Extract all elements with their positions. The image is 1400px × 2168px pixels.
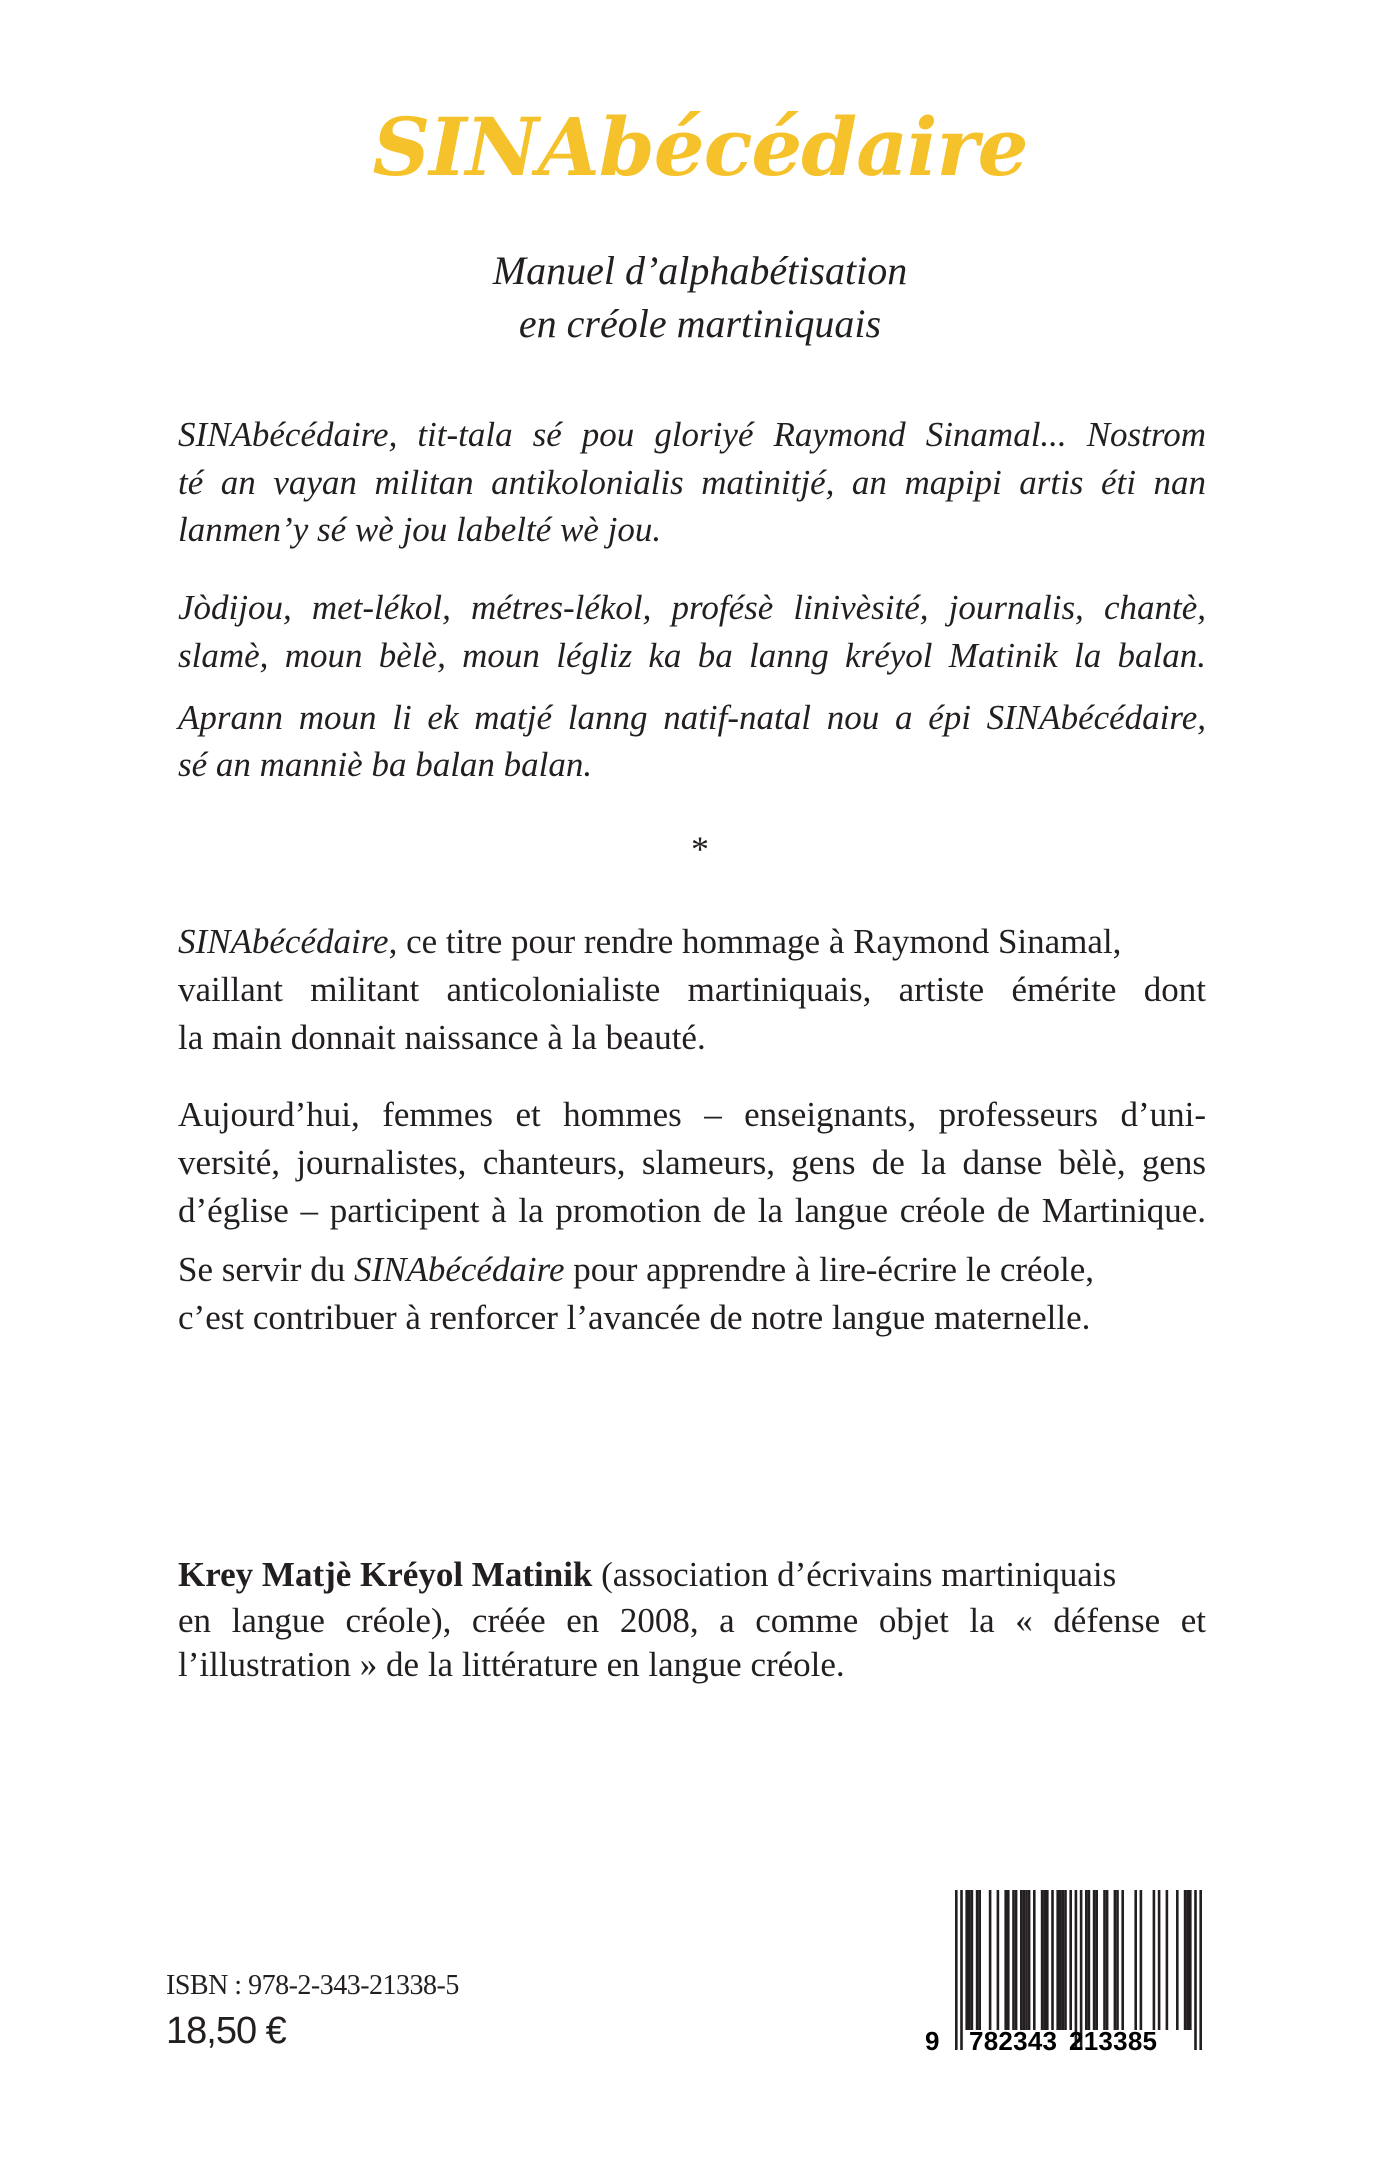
barcode-bar xyxy=(1046,1890,1049,2030)
barcode-bar xyxy=(989,1890,992,2030)
text-span: pour apprendre à lire-écrire le créole, xyxy=(564,1250,1095,1289)
barcode-digits-left: 782343 xyxy=(969,2026,1057,2055)
barcode-bar xyxy=(1062,1890,1065,2030)
barcode-bar xyxy=(955,1890,958,2050)
barcode-bar xyxy=(1051,1890,1054,2030)
text-line: en langue créole), créée en 2008, a comme objet la « défense et xyxy=(178,1601,1206,1640)
subtitle-line-2: en créole martiniquais xyxy=(518,301,882,346)
barcode-bar xyxy=(1020,1890,1023,2030)
barcode-bar xyxy=(1106,1890,1109,2030)
text-line: sé an manniè ba balan balan. xyxy=(178,745,593,784)
barcode-bar xyxy=(1023,1890,1026,2030)
text-line: lanmen’y sé wè jou labelté wè jou. xyxy=(178,510,662,549)
barcode-bar xyxy=(965,1890,968,2030)
barcode-bar xyxy=(1134,1890,1137,2030)
barcode-bar xyxy=(1012,1890,1015,2030)
barcode-bar xyxy=(1033,1890,1036,2030)
barcode-bar xyxy=(1004,1890,1007,2030)
barcode-bar xyxy=(960,1890,963,2050)
book-title-inline: SINAbécédaire xyxy=(353,1250,565,1289)
text-span: Se servir du xyxy=(178,1250,354,1289)
isbn: ISBN : 978-2-343-21338-5 xyxy=(166,1970,459,2001)
barcode-bar xyxy=(1186,1890,1189,2030)
separator-asterisk: * xyxy=(691,829,709,869)
text-line: Aprann moun li ek matjé lanng natif-natal nou a épi SINAbécédaire, xyxy=(178,698,1206,737)
text-line: SINAbécédaire, tit-tala sé pou gloriyé Raymond Sinamal... Nostrom xyxy=(178,415,1206,454)
text-line: versité, journalistes, chanteurs, slameurs, gens de la danse bèlè, gens xyxy=(178,1143,1206,1182)
barcode-bar xyxy=(1007,1890,1010,2030)
text-line xyxy=(178,1246,1206,1294)
association-name: Krey Matjè Kréyol Matinik xyxy=(178,1555,593,1594)
barcode-bar xyxy=(1140,1890,1143,2030)
book-title-inline: SINAbécédaire xyxy=(178,922,389,961)
barcode-bar xyxy=(1114,1890,1117,2030)
barcode-bar xyxy=(1095,1890,1098,2030)
text-span: (association d’écrivains martiniquais xyxy=(592,1555,1117,1594)
barcode-bar xyxy=(1064,1890,1067,2030)
text-line: d’église – participent à la promotion de la langue créole de Martinique. xyxy=(178,1191,1206,1230)
barcode-bar xyxy=(1153,1890,1156,2030)
subtitle-line-1: Manuel d’alphabétisation xyxy=(492,248,908,293)
barcode-digits-right: 213385 xyxy=(1069,2026,1157,2055)
barcode-digit-first: 9 xyxy=(925,2026,940,2055)
barcode-bar xyxy=(1194,1890,1197,2050)
barcode-bar xyxy=(1028,1890,1031,2030)
barcode-bar xyxy=(1093,1890,1096,2030)
barcode-bar xyxy=(1085,1890,1088,2030)
text-line: Jòdijou, met-lékol, métres-lékol, profésè linivèsité, journalis, chantè, xyxy=(178,588,1206,627)
barcode-bar xyxy=(1069,1890,1072,2030)
text-line: slamè, moun bèlè, moun légliz ka ba lanng kréyol Matinik la balan. xyxy=(178,636,1206,675)
barcode-bar xyxy=(1158,1890,1161,2030)
barcode-bar xyxy=(968,1890,971,2030)
text-line: té an vayan militan antikolonialis matinitjé, an mapipi artis éti nan xyxy=(178,463,1206,502)
barcode-bar xyxy=(997,1890,1000,2030)
barcode-bar xyxy=(1199,1890,1202,2050)
text-line: Aujourd’hui, femmes et hommes – enseignants, professeurs d’uni- xyxy=(178,1095,1206,1134)
barcode-bar xyxy=(1025,1890,1028,2030)
text-line: c’est contribuer à renforcer l’avancée de notre langue maternelle. xyxy=(178,1298,1091,1337)
text-line: la main donnait naissance à la beauté. xyxy=(178,1018,706,1057)
barcode-bar xyxy=(1189,1890,1192,2030)
barcode-bar xyxy=(1176,1890,1179,2030)
barcode-bar xyxy=(971,1890,974,2030)
text-line xyxy=(178,918,1206,966)
text-line: l’illustration » de la littérature en langue créole. xyxy=(178,1645,845,1684)
barcode-bar xyxy=(1184,1890,1187,2030)
barcode-bar xyxy=(1059,1890,1062,2030)
barcode-bar xyxy=(1043,1890,1046,2030)
barcode-bar xyxy=(978,1890,981,2030)
barcode-bar xyxy=(1103,1890,1106,2030)
barcode-bar xyxy=(1041,1890,1044,2030)
text-line xyxy=(178,1551,1206,1599)
barcode-bar xyxy=(1056,1890,1059,2030)
text-span: , ce titre pour rendre hommage à Raymond Sinamal, xyxy=(388,922,1122,961)
text-line: vaillant militant anticolonialiste martiniquais, artiste émérite dont xyxy=(178,970,1206,1009)
book-title: SINAbécédaire xyxy=(372,100,1028,194)
barcode-bar xyxy=(1166,1890,1169,2030)
barcode-bar xyxy=(1121,1890,1124,2030)
barcode-bar xyxy=(1116,1890,1119,2030)
barcode-bar xyxy=(976,1890,979,2030)
barcode-bar xyxy=(1015,1890,1018,2030)
barcode-bar xyxy=(1088,1890,1091,2030)
barcode xyxy=(915,1880,1205,2055)
price: 18,50 € xyxy=(166,2010,286,2052)
